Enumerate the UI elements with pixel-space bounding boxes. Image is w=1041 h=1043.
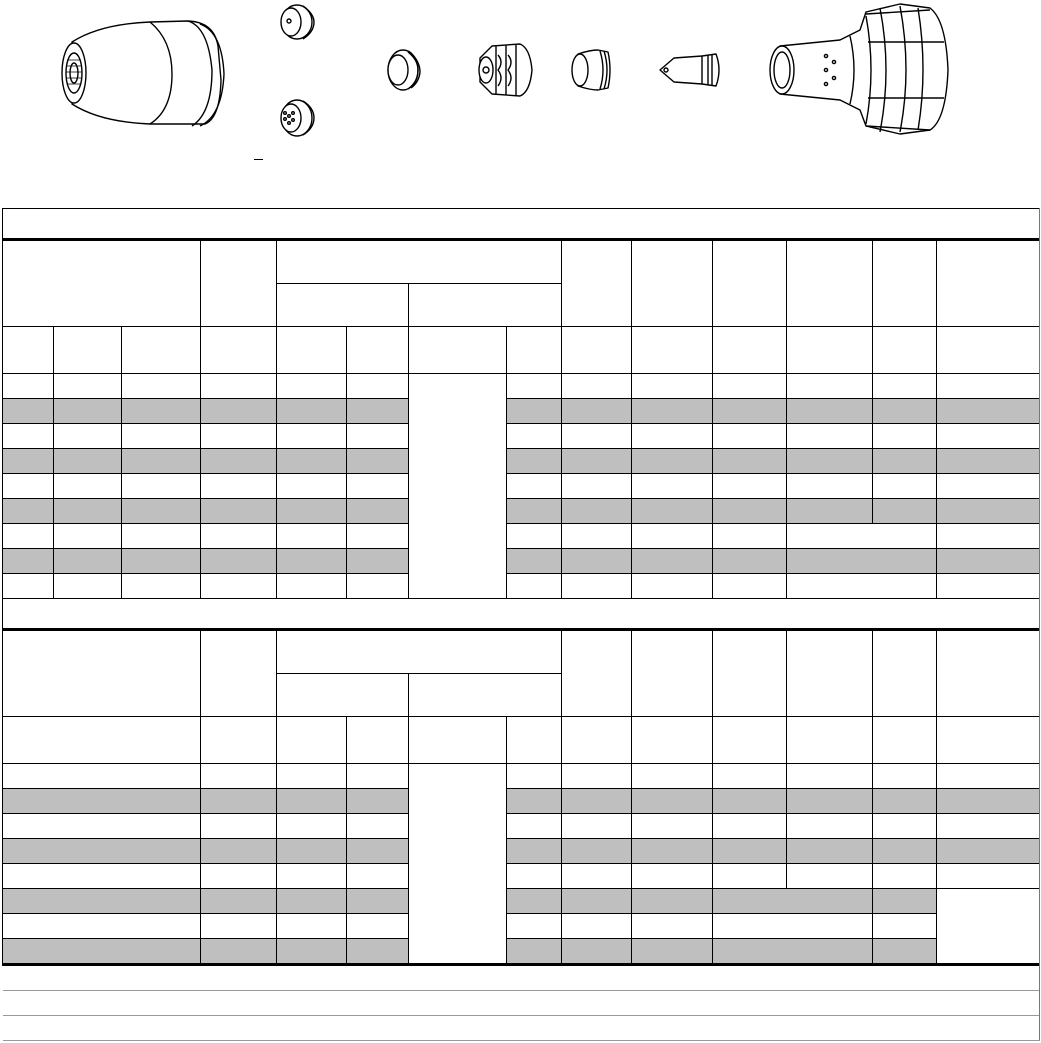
header-cell: [562, 630, 632, 717]
header-cell: [873, 240, 937, 327]
table-cell: [873, 839, 937, 864]
header-subgroup-cell: [277, 674, 409, 717]
header-cell: [3, 630, 201, 717]
table-cell: [3, 549, 54, 574]
table-cell: [3, 764, 201, 789]
table-cell: [937, 764, 1040, 789]
table-cell: [937, 374, 1040, 399]
table-cell: [562, 864, 632, 889]
table-row: [3, 499, 1040, 524]
footnote-row: [3, 991, 1040, 1016]
table-cell: [562, 374, 632, 399]
table-cell: [787, 424, 873, 449]
table-cell: [632, 864, 713, 889]
table-cell: [277, 524, 347, 549]
table-cell: [937, 789, 1040, 814]
table-cell: [713, 524, 787, 549]
table-cell: [347, 764, 409, 789]
table-cell: [632, 374, 713, 399]
table-cell: [562, 449, 632, 474]
table-cell: [347, 789, 409, 814]
table-cell: [562, 399, 632, 424]
table-cell: [507, 449, 562, 474]
table-row: [3, 474, 1040, 499]
table-cell: [3, 789, 201, 814]
table-cell: [713, 474, 787, 499]
table-cell: [507, 327, 562, 374]
table-cell: [347, 717, 409, 764]
table-cell: [347, 914, 409, 939]
table-row: [3, 549, 1040, 574]
table-cell: [787, 499, 873, 524]
table-cell: [201, 374, 277, 399]
table-cell: [277, 449, 347, 474]
table-cell: [3, 524, 54, 549]
header-cell: [937, 240, 1040, 327]
table-cell: [507, 717, 562, 764]
header-cell: [3, 240, 201, 327]
table-cell: [787, 474, 873, 499]
table-cell: [873, 374, 937, 399]
table-row: [3, 914, 1040, 939]
table-cell: [937, 449, 1040, 474]
table-row: [3, 424, 1040, 449]
table-row: [3, 889, 1040, 914]
nozzle-retaining-cap-bottom-part: [281, 100, 314, 136]
table-cell: [347, 327, 409, 374]
table-cell: [713, 449, 787, 474]
table-cell: [713, 327, 787, 374]
header-cell: [787, 240, 873, 327]
table-cell: [277, 864, 347, 889]
table-cell: [873, 424, 937, 449]
table-cell: [713, 374, 787, 399]
table-cell: [3, 914, 201, 939]
table-cell: [201, 939, 277, 965]
table-cell: [937, 327, 1040, 374]
table-cell: [713, 499, 787, 524]
header-cell: [787, 630, 873, 717]
table-cell: [409, 717, 507, 764]
table-cell: [201, 327, 277, 374]
table-cell: [562, 499, 632, 524]
table-cell: [277, 889, 347, 914]
table-cell: [562, 474, 632, 499]
table-cell: [787, 764, 873, 789]
header-cell: [632, 240, 713, 327]
table-cell: [3, 374, 54, 399]
table-cell: [347, 474, 409, 499]
table-cell: [201, 574, 277, 599]
table-cell: [347, 449, 409, 474]
table-cell: [54, 449, 122, 474]
table-cell: [713, 764, 787, 789]
header-cell: [562, 240, 632, 327]
table-cell: [347, 524, 409, 549]
table-cell: [122, 524, 201, 549]
table-cell: [347, 839, 409, 864]
table-cell: [277, 327, 347, 374]
table-cell: [507, 524, 562, 549]
table-cell: [713, 789, 787, 814]
table-cell: [277, 424, 347, 449]
table-row: [3, 789, 1040, 814]
table-cell: [201, 789, 277, 814]
callout-tick: [254, 159, 263, 160]
header-cell: [713, 240, 787, 327]
table-cell: [562, 717, 632, 764]
table-cell: [787, 449, 873, 474]
table-cell: [632, 549, 713, 574]
table-cell: [201, 717, 277, 764]
table-cell: [54, 474, 122, 499]
table-cell: [347, 374, 409, 399]
table-cell: [3, 474, 54, 499]
table-cell: [873, 399, 937, 424]
table-cell: [787, 399, 873, 424]
table-cell: [3, 499, 54, 524]
table-cell: [201, 399, 277, 424]
table-cell: [201, 474, 277, 499]
table-cell: [713, 424, 787, 449]
table-cell: [3, 327, 54, 374]
table-row: [3, 449, 1040, 474]
table-cell: [873, 939, 937, 965]
swirl-ring-part: [479, 44, 532, 96]
table-cell: [3, 574, 54, 599]
table-cell: [562, 524, 632, 549]
table-title-bottom: [3, 599, 1040, 630]
table-cell: [347, 939, 409, 965]
table-cell: [507, 764, 562, 789]
header-cell: [937, 630, 1040, 717]
table-cell: [937, 574, 1040, 599]
table-cell: [201, 499, 277, 524]
table-cell: [201, 764, 277, 789]
table-cell: [562, 939, 632, 965]
table-cell: [562, 889, 632, 914]
table-row: [3, 524, 1040, 549]
footnote-row: [3, 1016, 1040, 1041]
table-cell: [3, 399, 54, 424]
table-cell: [787, 327, 873, 374]
table-cell: [54, 524, 122, 549]
table-cell: [507, 499, 562, 524]
table-cell: [507, 839, 562, 864]
table-cell: [201, 839, 277, 864]
table-cell: [632, 889, 713, 914]
table-cell: [3, 939, 201, 965]
table-cell: [507, 399, 562, 424]
table-cell: [122, 374, 201, 399]
table-cell: [277, 814, 347, 839]
table-cell: [787, 839, 873, 864]
table-cell: [3, 717, 201, 764]
table-cell: [201, 549, 277, 574]
table-cell: [277, 374, 347, 399]
table-cell: [277, 789, 347, 814]
table-cell: [347, 499, 409, 524]
table-cell: [937, 839, 1040, 864]
table-cell: [713, 549, 787, 574]
table-cell: [632, 499, 713, 524]
table-cell: [713, 889, 873, 914]
table-cell: [632, 839, 713, 864]
table-cell: [937, 424, 1040, 449]
table-cell: [201, 914, 277, 939]
table-cell: [562, 839, 632, 864]
table-cell: [632, 399, 713, 424]
table-row: [3, 574, 1040, 599]
table-cell: [277, 717, 347, 764]
table-cell: [787, 374, 873, 399]
table-cell: [562, 327, 632, 374]
table-cell: [507, 889, 562, 914]
table-cell: [54, 574, 122, 599]
table-cell: [409, 327, 507, 374]
merged-column-cell: [409, 374, 507, 599]
table-cell: [277, 549, 347, 574]
table-row: [3, 764, 1040, 789]
table-cell: [347, 574, 409, 599]
table-cell: [122, 399, 201, 424]
table-cell: [787, 864, 873, 889]
table-cell: [122, 474, 201, 499]
table-cell: [873, 717, 937, 764]
table-cell: [562, 574, 632, 599]
table-row: [3, 939, 1040, 965]
table-cell: [873, 864, 937, 889]
table-cell: [122, 424, 201, 449]
table-cell: [277, 474, 347, 499]
table-cell: [713, 399, 787, 424]
table-right-edge: [1039, 208, 1040, 1040]
table-cell: [937, 717, 1040, 764]
table-cell: [632, 474, 713, 499]
table-cell: [507, 914, 562, 939]
table-cell: [562, 424, 632, 449]
table-cell: [937, 499, 1040, 524]
table-cell: [937, 524, 1040, 549]
table-cell: [873, 914, 937, 939]
header-subgroup-cell: [277, 284, 409, 327]
table-row: [3, 839, 1040, 864]
table-cell: [277, 764, 347, 789]
table-cell: [937, 814, 1040, 839]
table-cell: [873, 889, 937, 914]
table-cell: [3, 814, 201, 839]
table-cell: [632, 574, 713, 599]
table-row: [3, 374, 1040, 399]
table-cell: [507, 474, 562, 499]
table-cell: [787, 789, 873, 814]
table-cell: [347, 549, 409, 574]
table-cell: [632, 524, 713, 549]
table-cell: [713, 814, 787, 839]
table-cell: [277, 499, 347, 524]
table-cell: [787, 574, 937, 599]
table-cell: [632, 424, 713, 449]
header-subgroup-cell: [409, 674, 562, 717]
table-cell: [277, 939, 347, 965]
header-cell: [201, 630, 277, 717]
table-cell: [873, 789, 937, 814]
table-cell: [507, 814, 562, 839]
header-group-cell: [277, 630, 562, 674]
table-cell: [54, 549, 122, 574]
torch-body-part: [770, 4, 948, 134]
merged-column-cell: [409, 764, 507, 965]
table-cell: [787, 717, 873, 764]
table-cell: [277, 839, 347, 864]
table-cell: [632, 327, 713, 374]
table-cell: [873, 474, 937, 499]
table-cell: [122, 327, 201, 374]
table-cell: [347, 864, 409, 889]
table-cell: [54, 399, 122, 424]
table-cell: [54, 327, 122, 374]
table-cell: [937, 399, 1040, 424]
cut-chart-table: [2, 208, 1040, 1041]
table-cell: [507, 939, 562, 965]
table-cell: [347, 424, 409, 449]
table-cell: [632, 939, 713, 965]
table-cell: [277, 574, 347, 599]
table-cell: [507, 864, 562, 889]
table-cell: [347, 399, 409, 424]
table-cell: [713, 717, 787, 764]
table-cell: [713, 914, 873, 939]
table-cell: [3, 839, 201, 864]
table-cell: [122, 499, 201, 524]
table-cell: [873, 327, 937, 374]
table-cell: [632, 814, 713, 839]
table-cell: [632, 764, 713, 789]
table-cell: [787, 814, 873, 839]
table-cell: [632, 717, 713, 764]
table-cell: [201, 524, 277, 549]
table-cell: [713, 839, 787, 864]
table-cell: [507, 549, 562, 574]
shield-part: [62, 21, 224, 126]
table-cell: [201, 889, 277, 914]
table-cell: [122, 549, 201, 574]
table-cell: [873, 764, 937, 789]
consumable-parts-illustration: [0, 0, 1041, 200]
table-cell: [54, 499, 122, 524]
electrode-part: [660, 54, 719, 86]
table-cell: [201, 864, 277, 889]
table-cell: [3, 864, 201, 889]
table-cell: [787, 524, 937, 549]
table-cell: [562, 764, 632, 789]
header-group-cell: [277, 240, 562, 284]
table-cell: [3, 889, 201, 914]
table-cell: [507, 374, 562, 399]
table-row: [3, 814, 1040, 839]
table-cell: [873, 449, 937, 474]
table-cell: [562, 914, 632, 939]
nozzle-part: [388, 50, 420, 90]
table-cell: [201, 424, 277, 449]
table-cell: [347, 814, 409, 839]
table-cell: [201, 814, 277, 839]
table-cell: [713, 864, 787, 889]
small-nozzle-part: [572, 50, 610, 90]
table-cell: [347, 889, 409, 914]
table-cell: [277, 914, 347, 939]
table-cell: [937, 864, 1040, 889]
table-cell: [3, 449, 54, 474]
table-cell: [713, 574, 787, 599]
table-cell: [873, 814, 937, 839]
table-title-top: [3, 209, 1040, 240]
table-cell: [937, 474, 1040, 499]
table-cell: [562, 814, 632, 839]
table-cell: [201, 449, 277, 474]
table-cell: [713, 939, 873, 965]
table-cell: [54, 424, 122, 449]
table-cell: [122, 574, 201, 599]
header-cell: [632, 630, 713, 717]
footnote-row: [3, 965, 1040, 991]
table-cell: [632, 914, 713, 939]
table-cell: [873, 499, 937, 524]
table-cell: [507, 424, 562, 449]
table-cell: [562, 549, 632, 574]
table-row: [3, 399, 1040, 424]
table-cell: [122, 449, 201, 474]
table-cell: [632, 449, 713, 474]
header-cell: [713, 630, 787, 717]
header-cell: [873, 630, 937, 717]
table-cell: [937, 549, 1040, 574]
table-cell: [507, 574, 562, 599]
table-cell: [54, 374, 122, 399]
table-cell: [507, 789, 562, 814]
table-cell: [562, 789, 632, 814]
table-cell: [632, 789, 713, 814]
table-row: [3, 864, 1040, 889]
header-cell: [201, 240, 277, 327]
header-subgroup-cell: [409, 284, 562, 327]
table-cell: [3, 424, 54, 449]
table-cell: [787, 549, 937, 574]
table-cell: [277, 399, 347, 424]
nozzle-retaining-cap-top-part: [281, 5, 314, 39]
